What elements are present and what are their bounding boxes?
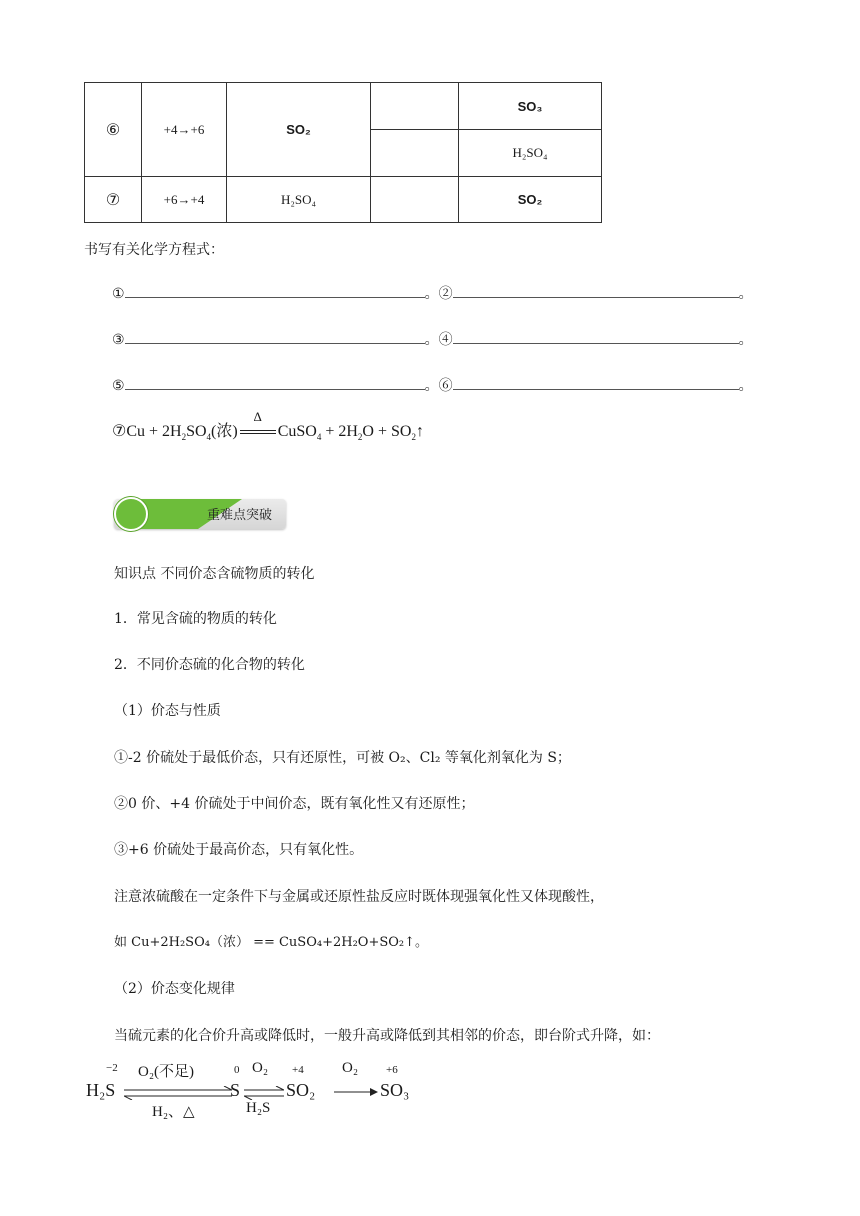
write-heading: 书写有关化学方程式： <box>84 242 224 258</box>
reactant-cell: SO₂ <box>227 83 371 177</box>
paragraph: 2．不同价态硫的化合物的转化 <box>114 657 305 673</box>
heat-condition: Δ <box>238 423 278 441</box>
paragraph: 当硫元素的化合价升高或降低时，一般升高或降低到其相邻的价态，即台阶式升降，如： <box>114 1028 660 1044</box>
product-cell: SO₃ <box>459 83 602 130</box>
blank-field[interactable] <box>125 376 425 390</box>
blank-field[interactable] <box>125 330 425 344</box>
paragraph: （1）价态与性质 <box>114 703 221 719</box>
paragraph: 1．常见含硫的物质的转化 <box>114 611 277 627</box>
row-no: ⑥ <box>85 83 142 177</box>
blank-line: ① 。② 。 <box>112 286 753 302</box>
paragraph: 注意浓硫酸在一定条件下与金属或还原性盐反应时既体现强氧化性又体现酸性， <box>114 889 604 905</box>
knowledge-title: 知识点 不同价态含硫物质的转化 <box>114 566 315 582</box>
product-cell: SO₂ <box>459 177 602 223</box>
equilibrium-arrow-icon <box>244 1086 284 1100</box>
product-cell: H₂SO₄ <box>459 130 602 177</box>
reagent-cell <box>371 177 459 223</box>
paragraph: （2）价态变化规律 <box>114 981 235 997</box>
section-banner: 重难点突破 <box>114 497 286 531</box>
reagent-cell <box>371 83 459 130</box>
paragraph: ②0 价、+4 价硫处于中间价态，既有氧化性又有还原性； <box>114 796 475 812</box>
equation-7: ⑦Cu + $2H_2SO_4$(浓) Δ CuSO$_4$ + $2H_2O$ + $SO_2↑$ <box>112 409 424 443</box>
equilibrium-arrow-icon <box>124 1086 232 1100</box>
valence-change: +4→+6 <box>142 83 227 177</box>
blank-field[interactable] <box>453 284 739 298</box>
valence-table <box>84 82 602 223</box>
blank-line: ⑤ 。⑥ 。 <box>112 378 753 394</box>
paragraph: ③+6 价硫处于最高价态，只有氧化性。 <box>114 842 364 858</box>
blank-field[interactable] <box>453 376 739 390</box>
blank-field[interactable] <box>453 330 739 344</box>
reactant-cell: H₂SO₄ <box>227 177 371 223</box>
paragraph: 如 Cu+2H₂SO₄（浓） == CuSO₄+2H₂O+SO₂↑。 <box>114 935 429 950</box>
paragraph: ①-2 价硫处于最低价态，只有还原性，可被 O₂、Cl₂ 等氧化剂氧化为 S； <box>114 750 571 766</box>
valence-change: +6→+4 <box>142 177 227 223</box>
blank-line: ③ 。④ 。 <box>112 332 753 348</box>
valence-scheme: −2 H₂S O₂(不足) H₂、△ 0 S O₂ H₂S +4 SO₂ O₂ +6 SO₃ <box>86 1060 410 1120</box>
reagent-cell <box>371 130 459 177</box>
green-circle-icon <box>114 497 148 531</box>
blank-field[interactable] <box>125 284 425 298</box>
row-no: ⑦ <box>85 177 142 223</box>
arrow-icon <box>334 1088 378 1096</box>
